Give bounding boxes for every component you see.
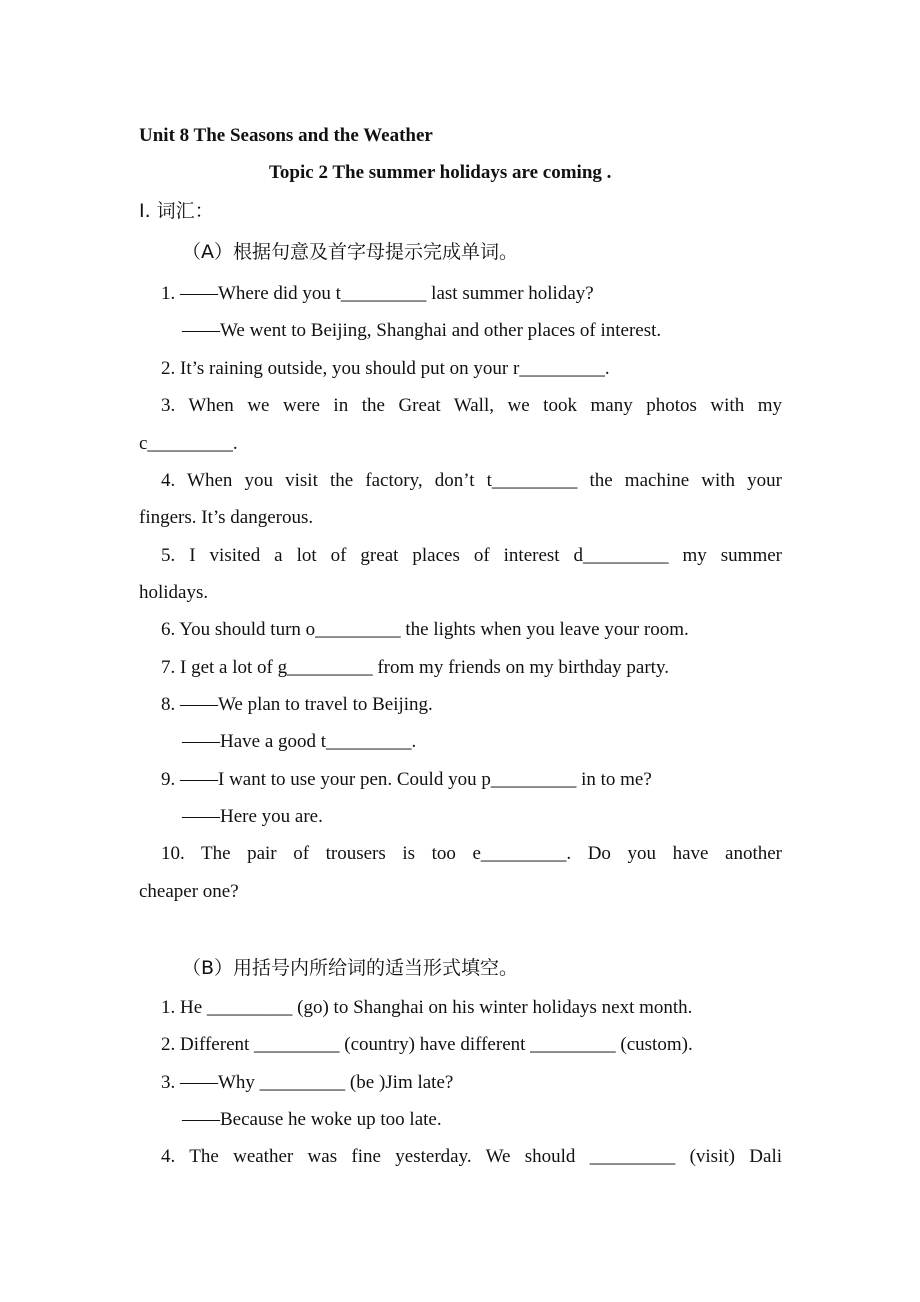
part-a-q2: 2. It’s raining outside, you should put on your r_________. — [161, 358, 610, 379]
part-b-q2: 2. Different _________ (country) have different _________ (custom). — [161, 1034, 693, 1055]
part-a-q8-reply: ——Have a good t_________. — [182, 731, 417, 752]
part-a-q5: 5. I visited a lot of great places of interest d_________ my summer — [161, 545, 782, 566]
part-b-q1: 1. He _________ (go) to Shanghai on his winter holidays next month. — [161, 997, 693, 1018]
part-a-q8: 8. ——We plan to travel to Beijing. — [161, 694, 433, 715]
part-a-q7: 7. I get a lot of g_________ from my friends on my birthday party. — [161, 657, 669, 678]
section-i-label: I. 词汇： — [139, 200, 214, 222]
part-a-q3-cont: c_________. — [139, 433, 238, 454]
part-b-q4: 4. The weather was fine yesterday. We should _________ (visit) Dali — [161, 1146, 782, 1167]
part-a-q6: 6. You should turn o_________ the lights when you leave your room. — [161, 619, 689, 640]
part-a-q4: 4. When you visit the factory, don’t t_________ the machine with your — [161, 470, 782, 491]
part-a-q10: 10. The pair of trousers is too e_________. Do you have another — [161, 843, 782, 864]
part-a-instruction: （A）根据句意及首字母提示完成单词。 — [182, 241, 518, 263]
part-a-q3: 3. When we were in the Great Wall, we took many photos with my — [161, 395, 782, 416]
part-a-q1: 1. ——Where did you t_________ last summer holiday? — [161, 283, 594, 304]
unit-title: Unit 8 The Seasons and the Weather — [139, 125, 433, 146]
part-a-q9-reply: ——Here you are. — [182, 806, 323, 827]
part-a-q9: 9. ——I want to use your pen. Could you p_________ in to me? — [161, 769, 652, 790]
part-b-q3: 3. ——Why _________ (be )Jim late? — [161, 1072, 454, 1093]
part-a-q1-reply: ——We went to Beijing, Shanghai and other places of interest. — [182, 320, 662, 341]
part-b-q3-reply: ——Because he woke up too late. — [182, 1109, 442, 1130]
part-a-q10-cont: cheaper one? — [139, 881, 239, 902]
part-a-q5-cont: holidays. — [139, 582, 209, 603]
topic-title: Topic 2 The summer holidays are coming . — [269, 162, 612, 183]
part-b-instruction: （B）用括号内所给词的适当形式填空。 — [182, 957, 519, 979]
part-a-q4-cont: fingers. It’s dangerous. — [139, 507, 314, 528]
